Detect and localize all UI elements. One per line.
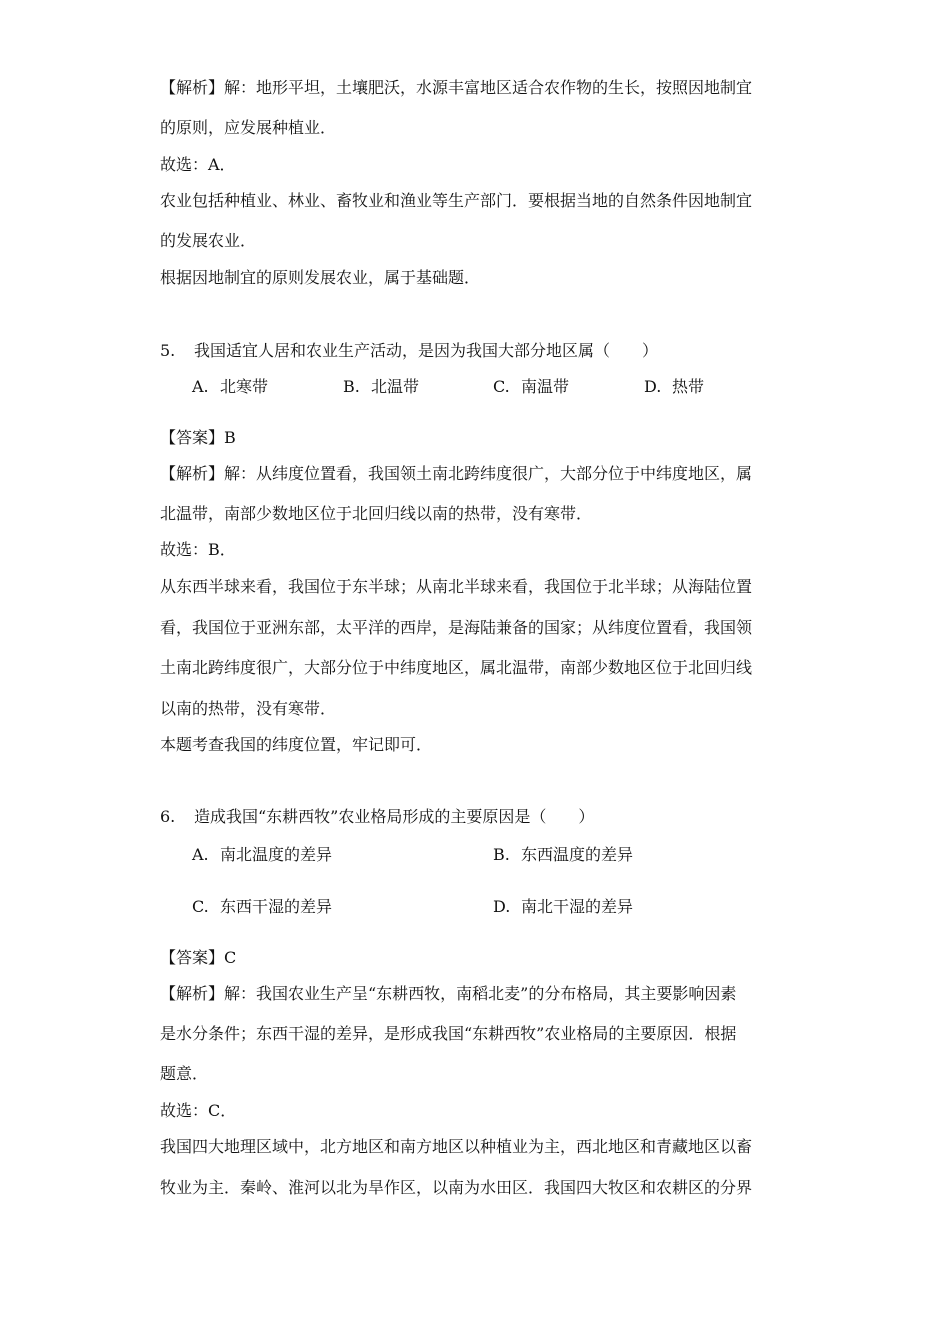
analysis-text: 【解析】解：从纬度位置看，我国领土南北跨纬度很广，大部分位于中纬度地区，属 (160, 464, 753, 483)
note-text: 根据因地制宜的原则发展农业，属于基础题． (160, 268, 481, 287)
analysis-text: 的原则，应发展种植业． (160, 118, 337, 137)
note-text: 的发展农业． (160, 231, 257, 250)
analysis-text: 题意． (160, 1064, 209, 1083)
option-d (644, 377, 704, 397)
option-letter: B. (493, 845, 510, 864)
option-text: 北温带 (371, 377, 420, 396)
answer-text: 【答案】B (160, 428, 236, 447)
option-a (192, 845, 332, 865)
option-letter: A. (192, 377, 209, 396)
option-text: 热带 (672, 377, 705, 396)
question-text: 造成我国“东耕西牧”农业格局形成的主要原因是（ ） (194, 807, 595, 826)
question-number: 5. (160, 341, 176, 360)
note-text: 看，我国位于亚洲东部，太平洋的西岸，是海陆兼备的国家；从纬度位置看，我国领 (160, 618, 753, 637)
note-text: 牧业为主．秦岭、淮河以北为旱作区，以南为水田区．我国四大牧区和农耕区的分界 (160, 1178, 753, 1197)
option-letter: C. (192, 897, 209, 916)
note-text: 以南的热带，没有寒带． (160, 699, 337, 718)
option-letter: D. (493, 897, 511, 916)
note-text: 土南北跨纬度很广，大部分位于中纬度地区，属北温带，南部少数地区位于北回归线 (160, 658, 753, 677)
note-text: 本题考查我国的纬度位置，牢记即可． (160, 735, 433, 754)
analysis-text: 是水分条件；东西干湿的差异，是形成我国“东耕西牧”农业格局的主要原因．根据 (160, 1024, 737, 1043)
analysis-text: 北温带，南部少数地区位于北回归线以南的热带，没有寒带． (160, 504, 593, 523)
option-text: 北寒带 (220, 377, 269, 396)
option-c (493, 377, 569, 397)
option-text: 东西干湿的差异 (220, 897, 333, 916)
option-text: 南北干湿的差异 (521, 897, 634, 916)
question-number: 6. (160, 807, 176, 826)
choice-text: 故选：B． (160, 540, 236, 559)
analysis-text: 【解析】解：我国农业生产呈“东耕西牧，南稻北麦”的分布格局，其主要影响因素 (160, 984, 737, 1003)
note-text: 我国四大地理区域中，北方地区和南方地区以种植业为主，西北地区和青藏地区以畜 (160, 1137, 753, 1156)
option-letter: A. (192, 845, 209, 864)
option-b (343, 377, 419, 397)
question-text: 我国适宜人居和农业生产活动，是因为我国大部分地区属（ ） (194, 341, 659, 360)
analysis-text: 【解析】解：地形平坦，土壤肥沃，水源丰富地区适合农作物的生长，按照因地制宜 (160, 78, 753, 97)
answer-text: 【答案】C (160, 948, 237, 967)
note-text: 农业包括种植业、林业、畜牧业和渔业等生产部门．要根据当地的自然条件因地制宜 (160, 191, 753, 210)
option-letter: D. (644, 377, 662, 396)
choice-text: 故选：A． (160, 155, 236, 174)
option-letter: B. (343, 377, 360, 396)
question-stem (160, 341, 658, 361)
option-a (192, 377, 268, 397)
question-stem (160, 807, 594, 827)
note-text: 从东西半球来看，我国位于东半球；从南北半球来看，我国位于北半球；从海陆位置 (160, 577, 753, 596)
option-text: 南温带 (521, 377, 570, 396)
option-text: 东西温度的差异 (521, 845, 634, 864)
option-letter: C. (493, 377, 510, 396)
option-c (192, 897, 332, 917)
option-d (493, 897, 633, 917)
option-b (493, 845, 633, 865)
choice-text: 故选：C． (160, 1101, 237, 1120)
option-text: 南北温度的差异 (220, 845, 333, 864)
